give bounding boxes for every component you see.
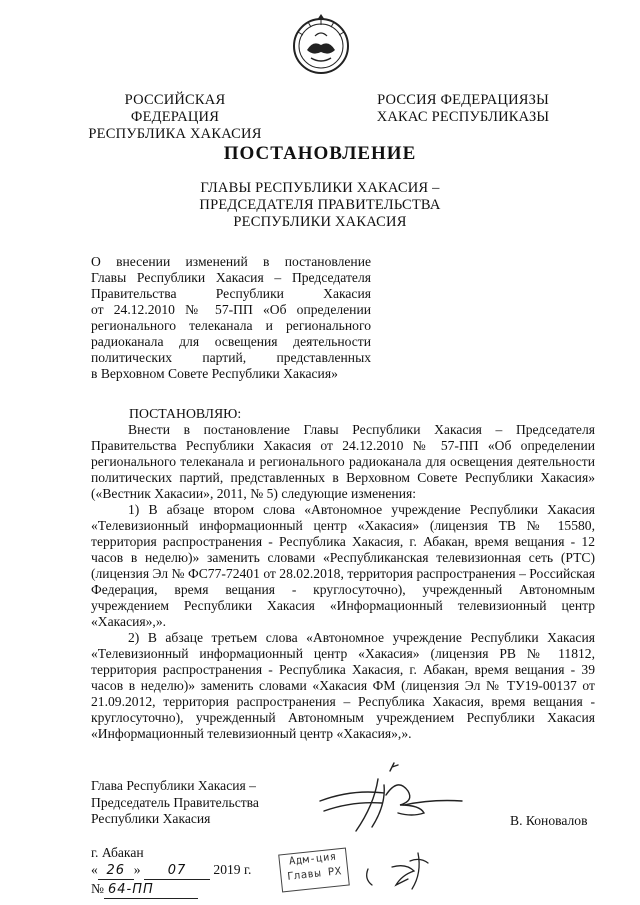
number-prefix: №	[91, 881, 104, 896]
preamble-line: радиоканала для освещения деятельности	[91, 334, 371, 349]
document-subtitle	[0, 180, 640, 231]
registry-stamp	[278, 848, 350, 893]
header-left-block	[80, 92, 270, 143]
handwritten-initials	[362, 845, 442, 895]
stamp-line: Главы РХ	[286, 865, 343, 883]
document-number: 64-ПП	[104, 881, 198, 899]
body-paragraph-intro	[91, 422, 595, 502]
header-left-line-1: РОССИЙСКАЯ ФЕДЕРАЦИЯ	[124, 92, 226, 125]
preamble-line: регионального телеканала и регионального	[91, 318, 371, 333]
preamble-line: О внесении изменений в постановление	[91, 254, 371, 269]
paragraph-text: 1) В абзаце втором слова «Автономное учреждение Республики Хакасия «Телевизионный информационный центр «Хакасия» (лицензия ТВ № 15580, территория распространения - Республика Хакасия, г. Абакан, время вещания - 12 часов в неделю)» заменить словами «Республиканская телевизионная сеть (РТС) (лицензия Эл № ФС77-72401 от 28.02.2018, территория распространения – Российская Федерация, время вещания - круглосуточно), учрежденный Автономным учреждением Республики Хакасия «Информационный телевизионный центр «Хакасия»,».	[91, 502, 595, 629]
place-date-number	[91, 844, 251, 899]
date-day: 26	[98, 862, 134, 880]
signatory-position-line: Председатель Правительства	[91, 794, 259, 810]
signatory-position-line: Республики Хакасия	[91, 811, 211, 826]
decree-word: ПОСТАНОВЛЯЮ:	[129, 406, 242, 421]
preamble-line: политических партий, представленных	[91, 350, 371, 365]
date-close-quote: »	[133, 862, 141, 877]
header-right-line-1: РОССИЯ ФЕДЕРАЦИЯЗЫ	[377, 92, 549, 108]
preamble-line: Правительства Республики Хакасия	[91, 286, 371, 301]
number-line	[91, 880, 251, 899]
header-right-block	[368, 92, 558, 126]
subtitle-line-2: ПРЕДСЕДАТЕЛЯ ПРАВИТЕЛЬСТВА	[199, 197, 441, 213]
signatory-position-line: Глава Республики Хакасия –	[91, 778, 256, 793]
paragraph-text: 2) В абзаце третьем слова «Автономное учреждение Республики Хакасия «Телевизионный информационный центр «Хакасия» (лицензия РВ № 11812, территория распространения - Республика Хакасия, г. Абакан, время вещания - 39 часов в неделю)» заменить словами «Хакасия ФМ (лицензия Эл № ТУ19-00137 от 21.09.2012, территория распространения – Республика Хакасия, время вещания - круглосуточно), учрежденный Автономным учреждением Республики Хакасия «Информационный телевизионный центр «Хакасия»,».	[91, 630, 595, 741]
stamp-line: Адм-ция	[288, 850, 338, 868]
initials-icon	[362, 845, 442, 895]
date-year: 2019 г.	[213, 862, 252, 877]
header-left-line-2: РЕСПУБЛИКА ХАКАСИЯ	[88, 126, 262, 142]
header-right-line-2: ХАКАС РЕСПУБЛИКАЗЫ	[376, 109, 550, 125]
date-line	[91, 861, 251, 880]
handwritten-signature	[312, 755, 492, 845]
preamble	[91, 254, 371, 382]
signatory-name: В. Коновалов	[510, 813, 588, 828]
body-paragraph-item-2	[91, 630, 595, 742]
body-paragraph-item-1	[91, 502, 595, 630]
preamble-line: Главы Республики Хакасия – Председателя	[91, 270, 371, 285]
subtitle-line-3: РЕСПУБЛИКИ ХАКАСИЯ	[233, 214, 407, 230]
preamble-line: от 24.12.2010 № 57-ПП «Об определении	[91, 302, 371, 317]
date-month: 07	[144, 862, 210, 880]
paragraph-text: Внести в постановление Главы Республики Хакасия – Председателя Правительства Республики Хакасия от 24.12.2010 № 57-ПП «Об определении регионального телеканала и регионального радиоканала для освещения деятельности политических партий, представленных в Верховном Совете Республики Хакасия» («Вестник Хакасии», 2011, № 5) следующие изменения:	[91, 422, 595, 501]
signatory-position	[91, 778, 259, 828]
coat-of-arms-emblem	[289, 12, 353, 76]
date-open-quote: «	[91, 862, 98, 877]
subtitle-line-1: ГЛАВЫ РЕСПУБЛИКИ ХАКАСИЯ –	[200, 180, 440, 196]
signature-icon	[312, 755, 492, 845]
preamble-line: в Верховном Совете Республики Хакасия»	[91, 366, 338, 381]
document-title: ПОСТАНОВЛЕНИЕ	[223, 143, 417, 164]
coat-of-arms-icon	[289, 12, 353, 76]
city: г. Абакан	[91, 845, 144, 860]
